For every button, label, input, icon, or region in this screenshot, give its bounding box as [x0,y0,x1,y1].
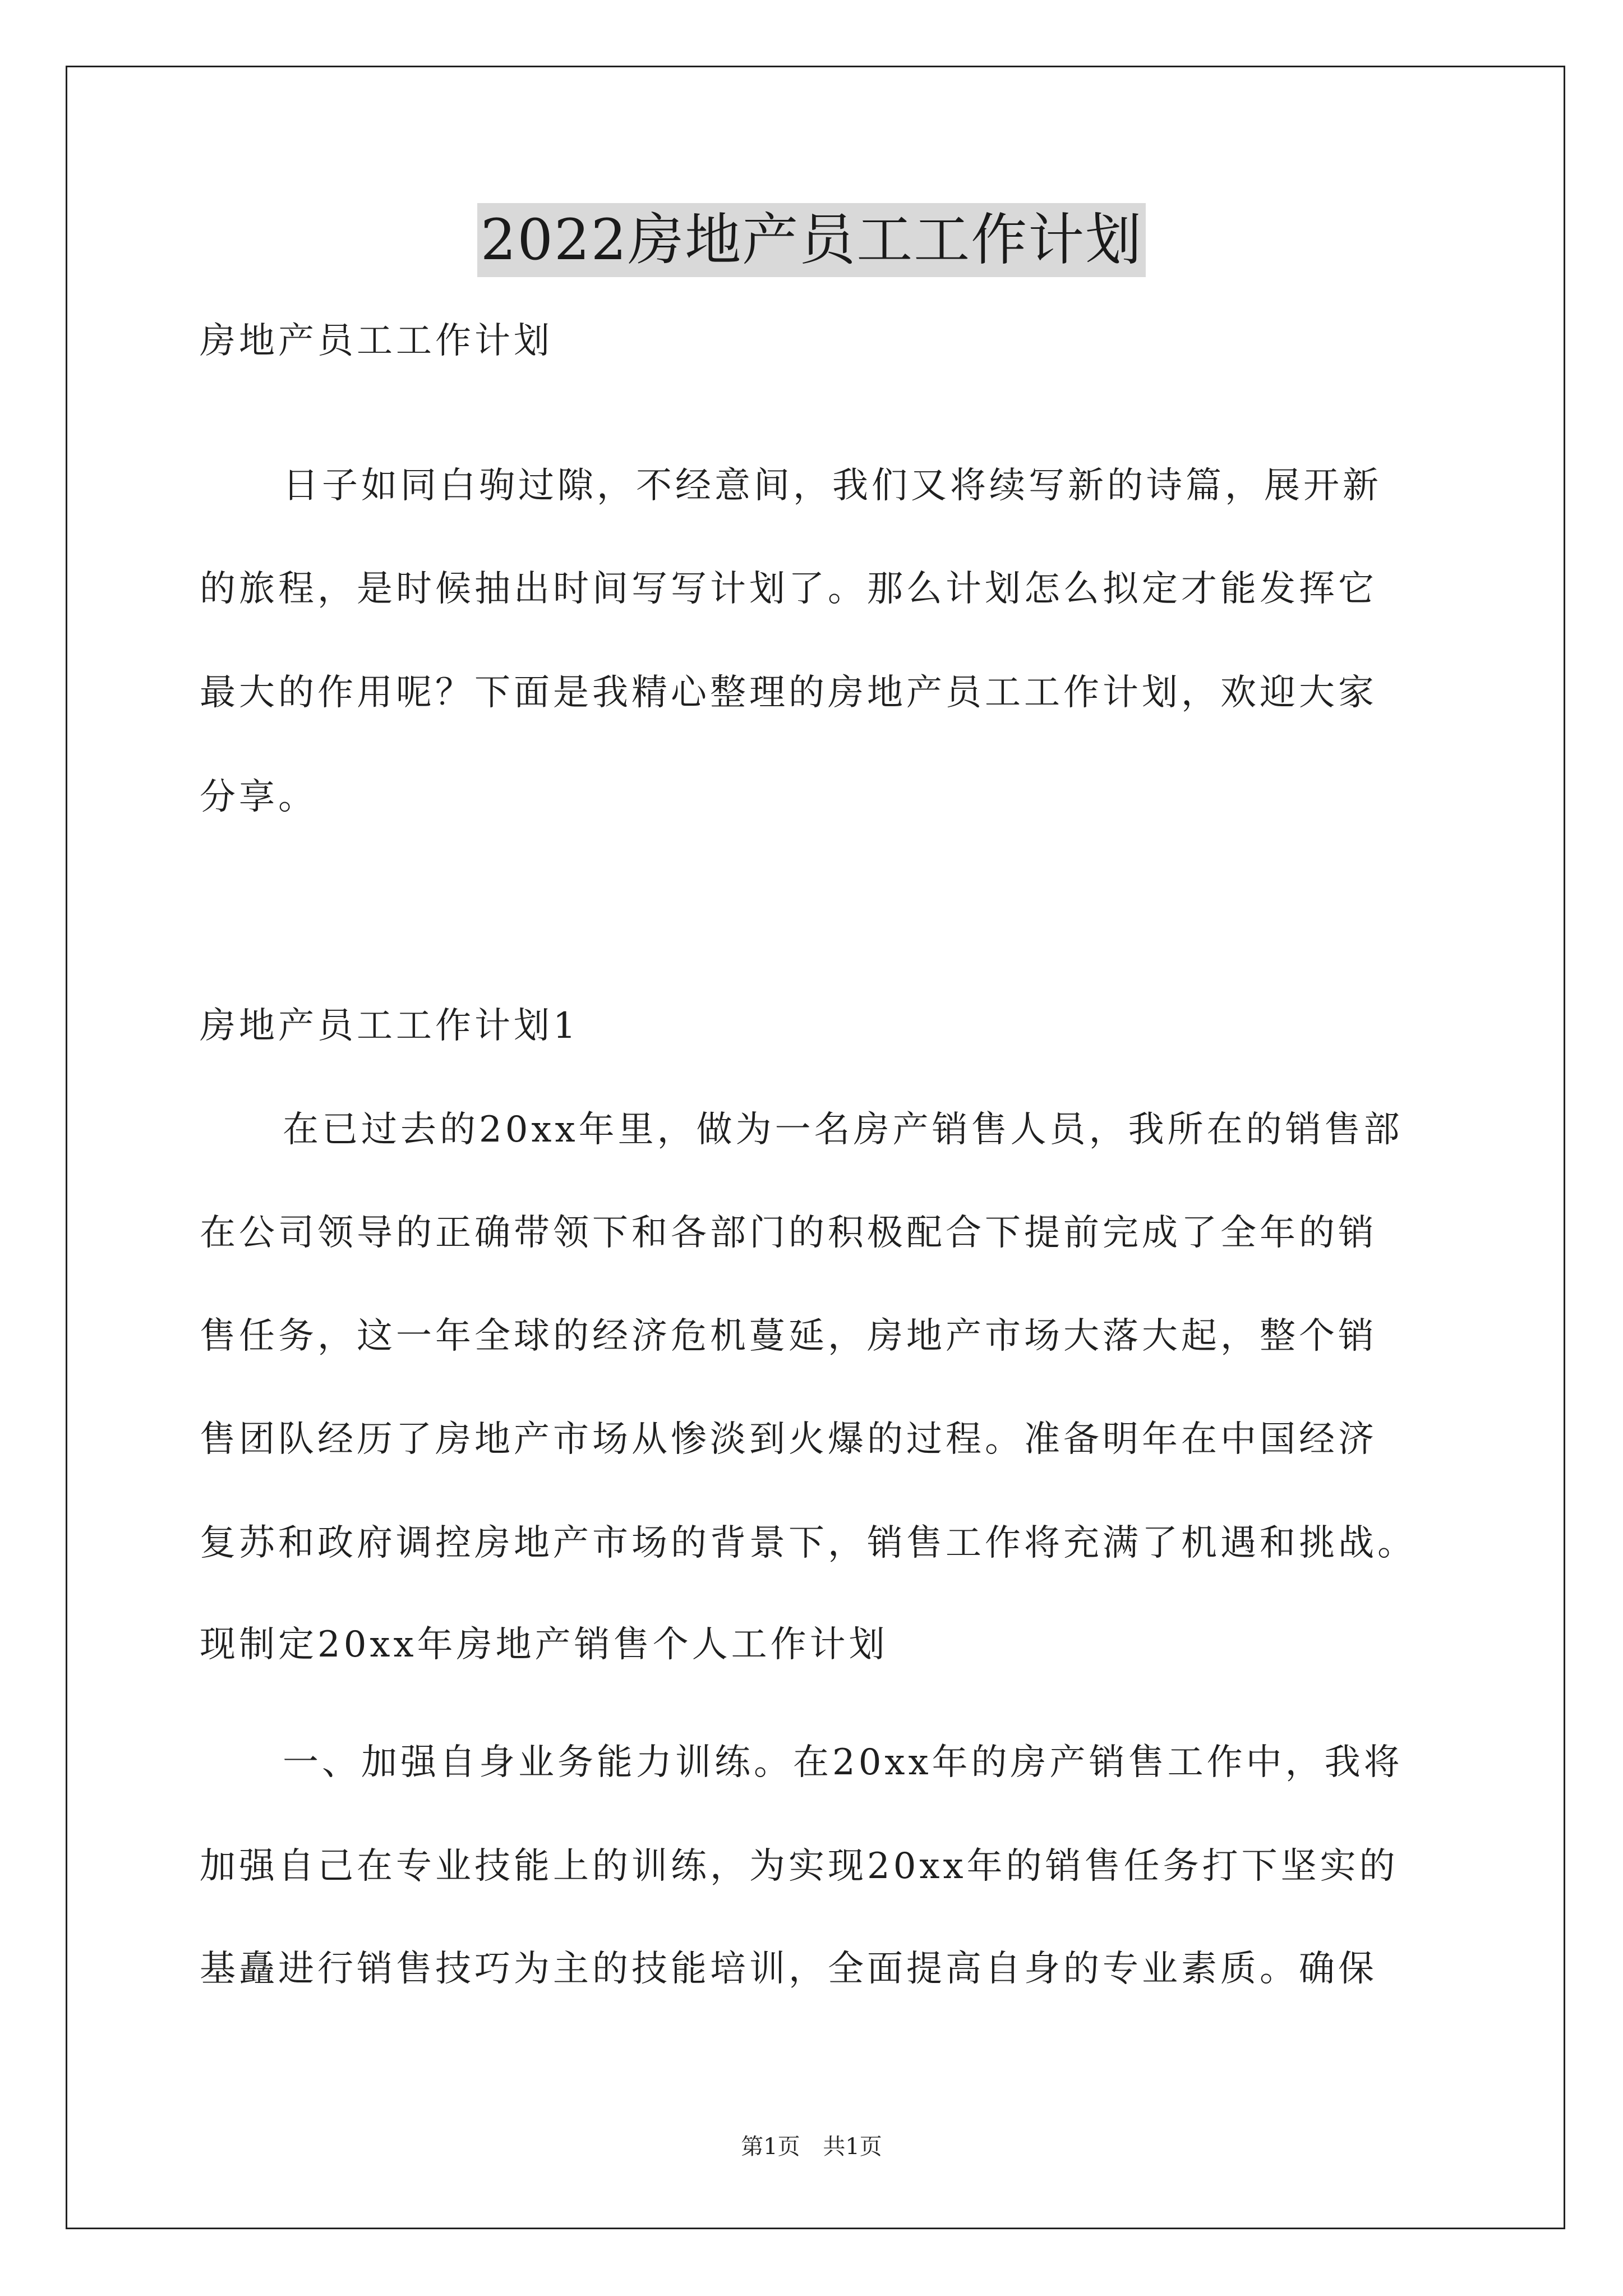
paragraph-line: 一、加强自身业务能力训练。在20xx年的房产销售工作中，我将 [283,1742,1403,1783]
paragraph-line: 加强自己在专业技能上的训练，为实现20xx年的销售任务打下坚实的 [200,1846,1399,1887]
paragraph-line: 最大的作用呢？下面是我精心整理的房地产员工工作计划，欢迎大家 [200,672,1377,714]
paragraph-line: 的旅程，是时候抽出时间写写计划了。那么计划怎么拟定才能发挥它 [200,568,1377,610]
paragraph-line: 售团队经历了房地产市场从惨淡到火爆的过程。准备明年在中国经济 [200,1419,1377,1460]
paragraph-line: 复苏和政府调控房地产市场的背景下，销售工作将充满了机遇和挑战。 [200,1522,1417,1564]
page-number: 第1页 [741,2134,800,2160]
section-heading: 房地产员工工作计划 [200,320,553,362]
paragraph-line: 基矗进行销售技巧为主的技能培训，全面提高自身的专业素质。确保 [200,1948,1377,1990]
paragraph-line: 现制定20xx年房地产销售个人工作计划 [200,1624,888,1665]
paragraph-line: 日子如同白驹过隙，不经意间，我们又将续写新的诗篇，展开新 [283,465,1382,507]
title-container [0,203,1623,277]
page-count: 共1页 [823,2134,882,2160]
paragraph-line: 分享。 [200,776,317,818]
page-footer [0,2133,1623,2161]
section-heading: 房地产员工工作计划1 [200,1005,579,1047]
paragraph-line: 售任务，这一年全球的经济危机蔓延，房地产市场大落大起，整个销 [200,1315,1377,1357]
document-title: 2022房地产员工工作计划 [477,203,1146,277]
paragraph-line: 在已过去的20xx年里，做为一名房产销售人员，我所在的销售部 [283,1109,1403,1151]
paragraph-line: 在公司领导的正确带领下和各部门的积极配合下提前完成了全年的销 [200,1212,1377,1254]
